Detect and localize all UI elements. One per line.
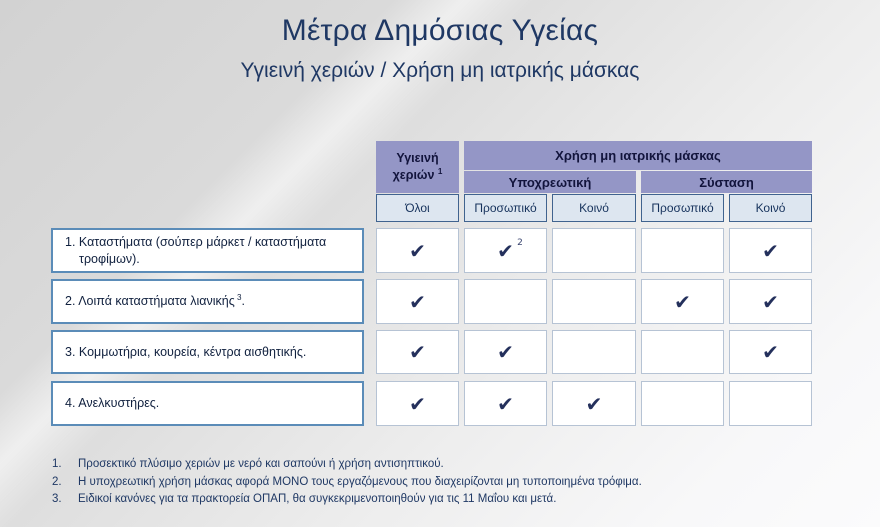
checkmark-icon: ✔ — [762, 238, 779, 263]
checkmark-icon: ✔ — [409, 391, 426, 416]
checkmark-footnote-marker: 2 — [517, 237, 523, 248]
row-label-4 — [51, 381, 364, 426]
row-label-2 — [51, 279, 364, 324]
page-subtitle: Υγιεινή χεριών / Χρήση μη ιατρικής μάσκας — [240, 59, 640, 82]
checkmark-icon: ✔ — [409, 289, 426, 314]
cell-r4c4[interactable] — [641, 381, 724, 426]
cell-r2c4[interactable] — [641, 279, 724, 324]
column-header-label: Προσωπικό — [651, 201, 714, 215]
column-header-3 — [552, 194, 636, 222]
column-header-label: Προσωπικό — [474, 201, 537, 215]
footnote-text: Προσεκτικό πλύσιμο χεριών με νερό και σαπούνι ή χρήση αντισηπτικού. — [78, 458, 444, 470]
row-label-footnote-marker: 3 — [234, 292, 242, 302]
subgroup-header-label: Υποχρεωτική — [508, 174, 592, 190]
row-label-text — [65, 234, 326, 268]
subgroup-header-mandatory — [464, 171, 636, 193]
row-label-line1: 2. Λοιπά καταστήματα λιανικής $^3$. — [65, 292, 245, 308]
footnote-text: Ειδικοί κανόνες για τα πρακτορεία ΟΠΑΠ, θα συγκεκριμενοποιηθούν για τις 11 Μαΐου και μετά. — [78, 493, 557, 505]
cell-r3c3[interactable] — [552, 330, 636, 374]
row-label-text — [65, 395, 159, 412]
row-label-line1: 1. Καταστήματα (σούπερ μάρκετ / καταστήματα — [65, 234, 327, 249]
footnote-item — [52, 456, 792, 474]
checkmark-icon: ✔ — [409, 238, 426, 263]
checkmark-icon: ✔ — [762, 289, 779, 314]
cell-r1c1[interactable] — [376, 228, 459, 273]
group-header-hand-hygiene — [376, 141, 459, 193]
footnotes-list — [52, 456, 792, 509]
page-title: Μέτρα Δημόσιας Υγείας — [281, 14, 599, 47]
subgroup-header-recommendation — [641, 171, 812, 193]
column-header-2 — [464, 194, 547, 222]
column-header-1 — [376, 194, 459, 222]
footnote-number: 2. — [52, 475, 62, 488]
footnote-item — [52, 474, 792, 492]
checkmark-icon: ✔ 2 — [497, 237, 523, 263]
cell-r1c3[interactable] — [552, 228, 636, 273]
cell-r4c2[interactable] — [464, 381, 547, 426]
group-header-footnote-marker: 1 — [437, 166, 443, 176]
cell-r2c5[interactable] — [729, 279, 812, 324]
cell-r3c5[interactable] — [729, 330, 812, 374]
cell-r4c5[interactable] — [729, 381, 812, 426]
checkmark-icon: ✔ — [497, 340, 514, 364]
column-header-label: Όλοι — [405, 201, 430, 215]
row-label-line1: 3. Κομμωτήρια, κουρεία, κέντρα αισθητικής. — [65, 344, 307, 359]
cell-r3c2[interactable] — [464, 330, 547, 374]
row-label-text — [65, 293, 245, 310]
checkmark-icon: ✔ — [585, 391, 603, 416]
cell-r2c3[interactable] — [552, 279, 636, 324]
row-label-3 — [51, 330, 364, 374]
group-header-label: Χρήση μη ιατρικής μάσκας — [555, 148, 721, 163]
column-header-4 — [641, 194, 724, 222]
group-header-label-line2: χεριών $^1$ — [392, 166, 443, 182]
footnote-number: 1. — [52, 458, 62, 470]
checkmark-icon: ✔ — [409, 340, 426, 364]
cell-r2c2[interactable] — [464, 279, 547, 324]
column-header-label: Κοινό — [755, 201, 786, 215]
cell-r4c1[interactable] — [376, 381, 459, 426]
footnote-number: 3. — [52, 493, 62, 505]
checkmark-icon: ✔ — [674, 289, 691, 314]
footnote-item — [52, 491, 792, 509]
group-header-label: Υγιεινή — [396, 151, 439, 165]
row-label-line1: 4. Ανελκυστήρες. — [65, 396, 160, 410]
row-label-line2: τροφίμων). — [79, 251, 140, 266]
checkmark-icon: ✔ — [762, 340, 779, 364]
group-header-mask-use — [464, 141, 812, 170]
cell-r1c2[interactable] — [464, 228, 547, 273]
cell-r1c5[interactable] — [729, 228, 812, 273]
subgroup-header-label: Σύσταση — [699, 174, 754, 190]
footnote-text: Η υποχρεωτική χρήση μάσκας αφορά ΜΟΝΟ τους εργαζόμενους που διαχειρίζονται μη τυποποιημένα τρόφιμα. — [78, 475, 642, 488]
column-header-5 — [729, 194, 812, 222]
cell-r4c3[interactable] — [552, 381, 636, 426]
cell-r1c4[interactable] — [641, 228, 724, 273]
cell-r2c1[interactable] — [376, 279, 459, 324]
checkmark-icon: ✔ — [497, 391, 514, 416]
cell-r3c4[interactable] — [641, 330, 724, 374]
row-label-1 — [51, 228, 364, 273]
cell-r3c1[interactable] — [376, 330, 459, 374]
row-label-text — [65, 344, 306, 361]
column-header-label: Κοινό — [579, 201, 609, 215]
